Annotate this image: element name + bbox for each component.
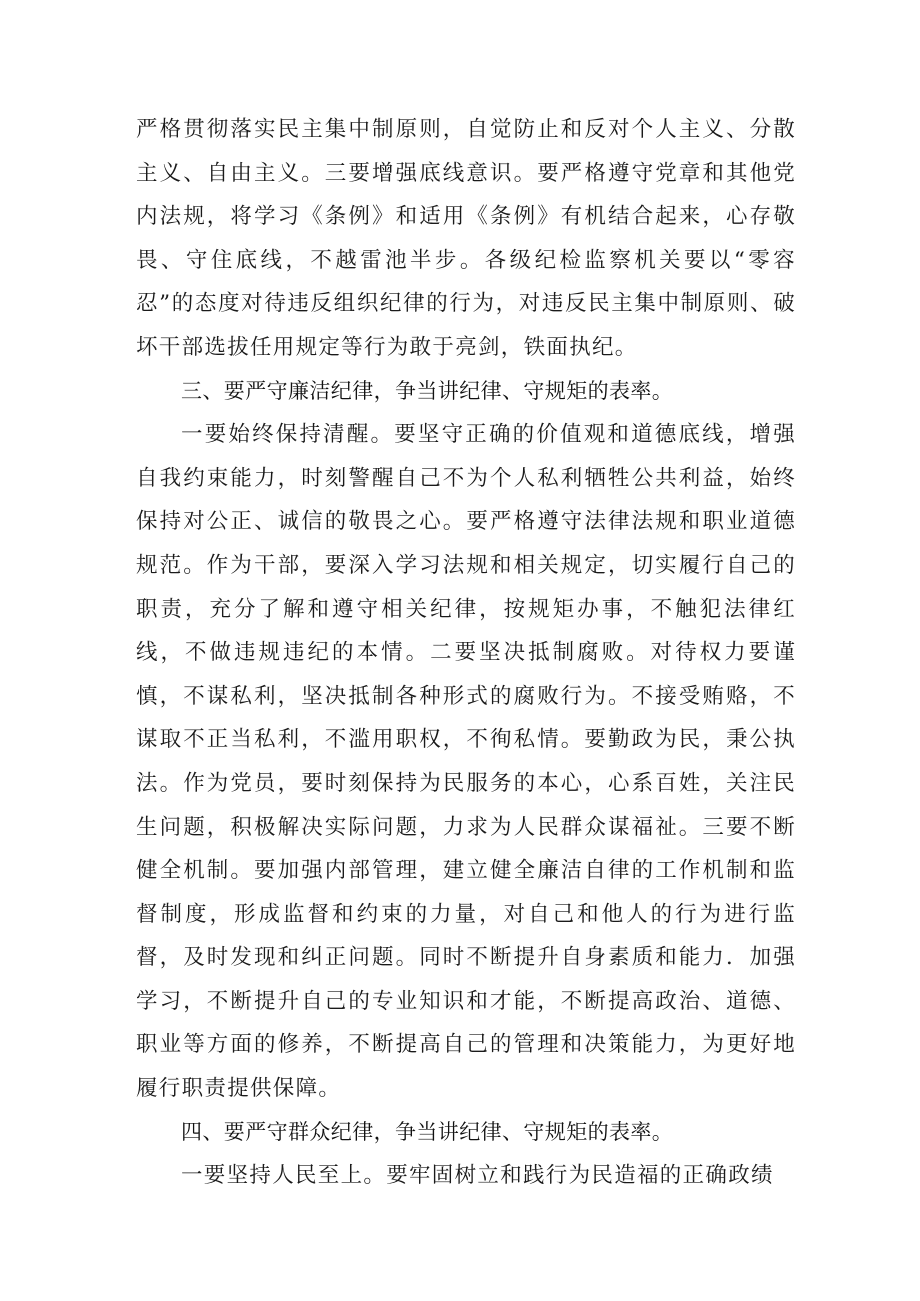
section-heading-four: 四、要严守群众纪律，争当讲纪律、守规矩的表率。 xyxy=(181,1119,674,1144)
paragraph-mass-discipline: 一要坚持人民至上。要牢固树立和践行为民造福的正确政绩 xyxy=(181,1163,774,1189)
section-heading-three: 三、要严守廉洁纪律，争当讲纪律、守规矩的表率。 xyxy=(181,378,674,403)
paragraph-continuation: 严格贯彻落实民主集中制原则，自觉防止和反对个人主义、分散主义、自由主义。三要增强底线意识。要严格遵守党章和其他党内法规，将学习《条例》和适用《条例》有机结合起来，心存敬畏、守住底线，不越雷池半步。各级纪检监察机关要以“零容忍”的态度对待违反组织纪律的行为，对违反民主集中制原则、破坏干部选拔任用规定等行为敢于亮剑，铁面执纪。 xyxy=(136,117,796,360)
document-body xyxy=(136,108,796,1198)
paragraph-integrity-discipline: 一要始终保持清醒。要坚守正确的价值观和道德底线，增强自我约束能力，时刻警醒自己不为个人私利牺牲公共利益，始终保持对公正、诚信的敬畏之心。要严格遵守法律法规和职业道德规范。作为干部，要深入学习法规和相关规定，切实履行自己的职责，充分了解和遵守相关纪律，按规矩办事，不触犯法律红线，不做违规违纪的本情。二要坚决抵制腐败。对待权力要谨慎，不谋私利，坚决抵制各种形式的腐败行为。不接受贿赂，不谋取不正当私利，不滥用职权，不徇私情。要勤政为民，秉公执法。作为党员，要时刻保持为民服务的本心，心系百姓，关注民生问题，积极解决实际问题，力求为人民群众谋福祉。三要不断健全机制。要加强内部管理，建立健全廉洁自律的工作机制和监督制度，形成监督和约束的力量，对自己和他人的行为进行监督，及时发现和纠正问题。同时不断提升自身素质和能力．加强学习，不断提升自己的专业知识和才能，不断提高政治、道德、职业等方面的修养，不断提高自己的管理和决策能力，为更好地履行职责提供保障。 xyxy=(136,422,796,1102)
